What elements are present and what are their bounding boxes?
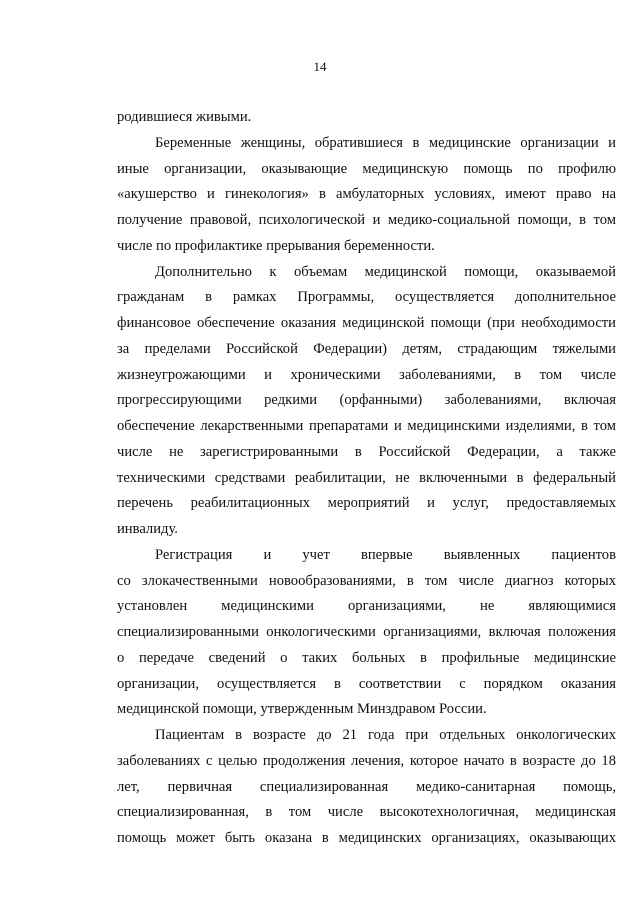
text-line: родившиеся живыми.: [117, 109, 252, 125]
text-line: жизнеугрожающими и хроническими заболеваниями, в том числе: [117, 366, 616, 383]
text-line: числе не зарегистрированными в Российской Федерации, а также: [117, 443, 616, 460]
text-line: обеспечение лекарственными препаратами и медицинскими изделиями, в том: [117, 418, 616, 434]
page-number: 14: [313, 59, 327, 74]
text-line: со злокачественными новообразованиями, в том числе диагноз которых: [117, 572, 616, 589]
text-line: числе по профилактике прерывания беременности.: [117, 237, 435, 254]
text-line: о передаче сведений о таких больных в профильные медицинские: [117, 649, 616, 666]
text-line: лет, первичная специализированная медико-санитарная помощь,: [117, 778, 616, 795]
text-line: гражданам в рамках Программы, осуществляется дополнительное: [117, 289, 616, 306]
text-line: инвалиду.: [117, 521, 178, 537]
text-line: получение правовой, психологической и медико-социальной помощи, в том: [117, 212, 616, 228]
text-line: финансовое обеспечение оказания медицинской помощи (при необходимости: [117, 315, 616, 331]
text-line: специализированными онкологическими организациями, включая положения: [117, 624, 616, 640]
body-text: [117, 105, 616, 852]
text-line: помощь может быть оказана в медицинских организациях, оказывающих: [117, 830, 616, 846]
text-line: Регистрация и учет впервые выявленных пациентов: [155, 546, 616, 563]
text-line: техническими средствами реабилитации, не включенными в федеральный: [117, 469, 616, 486]
text-line: иные организации, оказывающие медицинскую помощь по профилю: [117, 160, 616, 177]
text-line: специализированная, в том числе высокотехнологичная, медицинская: [117, 804, 616, 821]
text-line: перечень реабилитационных мероприятий и услуг, предоставляемых: [117, 495, 616, 512]
text-line: организации, осуществляется в соответствии с порядком оказания: [117, 675, 616, 692]
text-line: установлен медицинскими организациями, не являющимися: [117, 598, 616, 615]
text-line: за пределами Российской Федерации) детям, страдающим тяжелыми: [117, 340, 616, 357]
text-line: прогрессирующими редкими (орфанными) заболеваниями, включая: [117, 392, 616, 409]
text-line: Пациентам в возрасте до 21 года при отдельных онкологических: [155, 727, 616, 743]
text-line: медицинской помощи, утвержденным Минздравом России.: [117, 701, 487, 718]
text-line: «акушерство и гинекология» в амбулаторных условиях, имеют право на: [117, 186, 616, 203]
text-line: Беременные женщины, обратившиеся в медицинские организации и: [155, 134, 616, 151]
text-line: заболеваниях с целью продолжения лечения, которое начато в возрасте до 18: [117, 752, 616, 769]
text-line: Дополнительно к объемам медицинской помощи, оказываемой: [155, 263, 616, 280]
